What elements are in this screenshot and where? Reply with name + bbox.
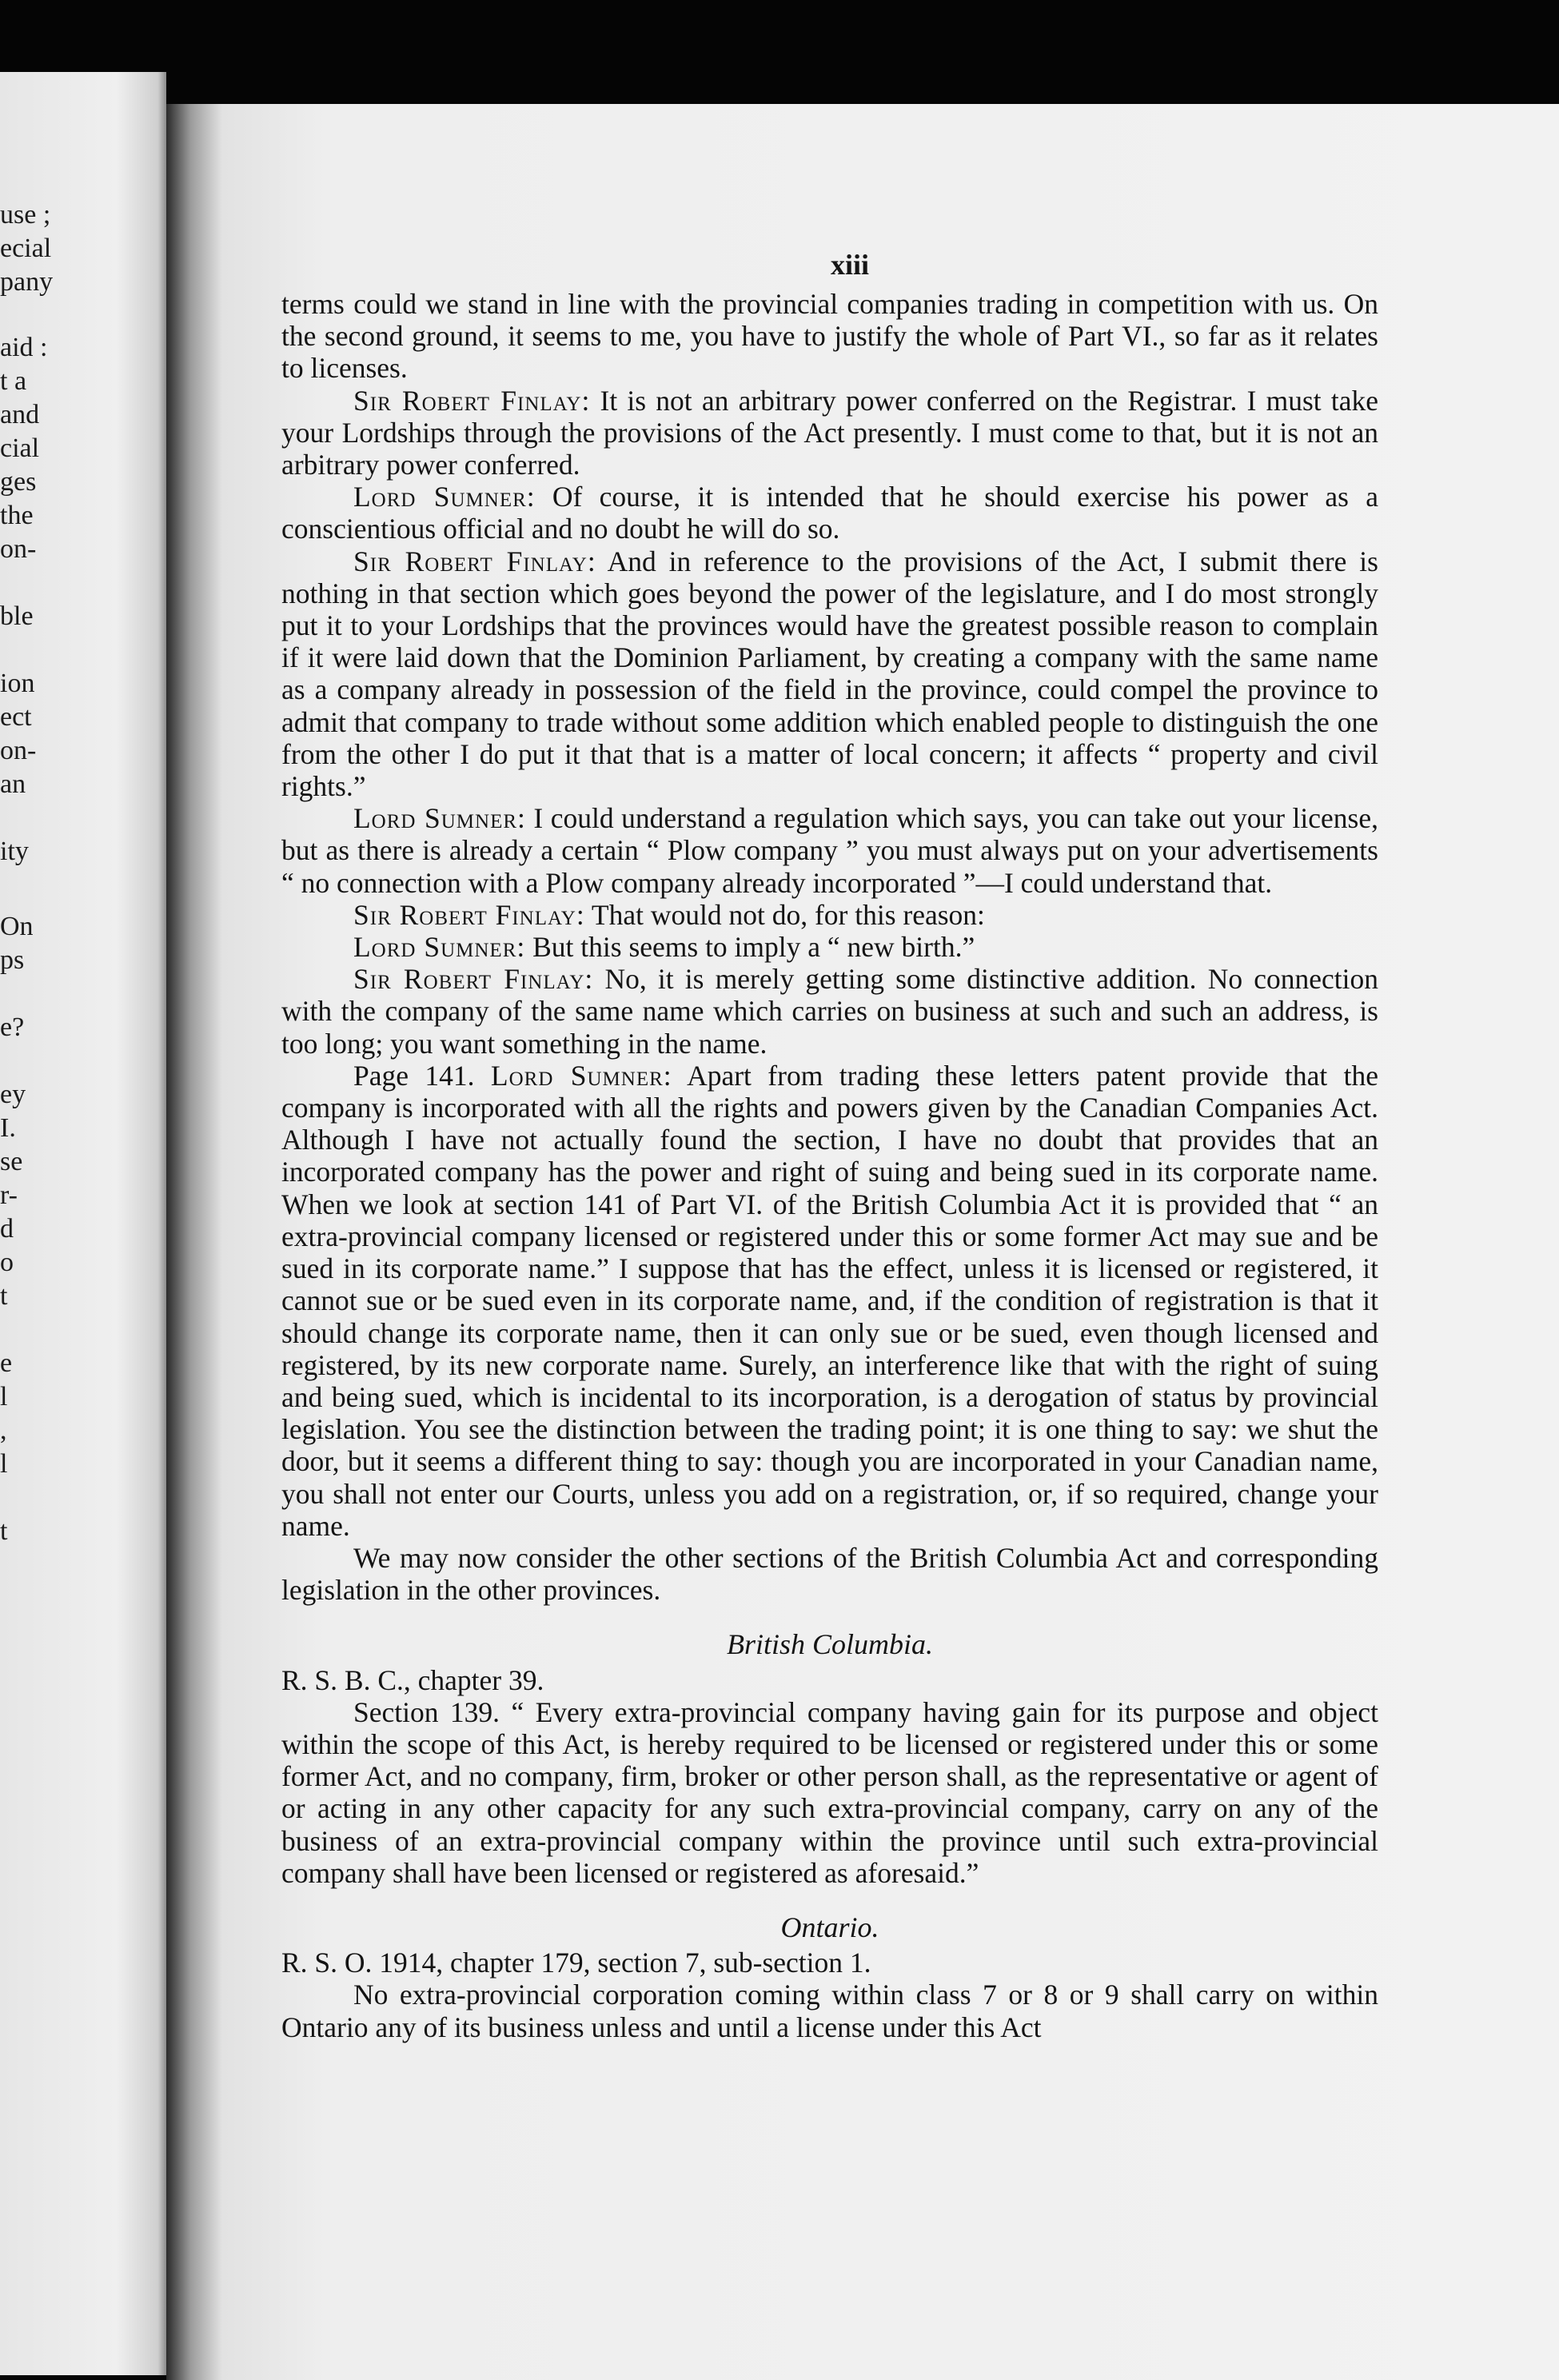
left-page-fragment: ble [0, 601, 34, 631]
left-page-fragment: ity [0, 837, 29, 866]
left-page-fragment: ion [0, 669, 35, 698]
left-page-fragment: the [0, 501, 34, 530]
paragraph [281, 1696, 1378, 1889]
paragraph-text: Section 139. “ Every extra-provincial company having gain for its purpose and object within the scope of this Act, is hereby required to be licensed or registered under this or some former Act, and no company, firm, broker or other person shall, as the representative or agent of or acting in any other capacity for any such extra-provincial company, carry on any of the business of an extra-provincial company within the province until such extra-provincial company shall have been licensed or registered as aforesaid.” [281, 1695, 1378, 1889]
left-page-fragment: ps [0, 945, 25, 975]
paragraph-text: That would not do, for this reason: [591, 898, 985, 931]
paragraph-text: Of course, it is intended that he should exercise his power as a conscientious official and no doubt he will do so. [281, 481, 1379, 545]
paragraph [281, 1664, 1378, 1696]
left-page-fragment: I. [0, 1113, 16, 1143]
paragraph [281, 802, 1378, 899]
paragraph [281, 963, 1378, 1060]
left-page-fragment: ect [0, 702, 32, 732]
paragraph-text: But this seems to imply a “ new birth.” [532, 931, 975, 964]
paragraph [281, 1947, 1378, 1979]
left-page-fragment: use ; [0, 200, 51, 230]
speaker-name: Lord Sumner: [353, 802, 526, 835]
paragraph-text: R. S. B. C., chapter 39. [281, 1663, 544, 1696]
paragraph-text: Apart from trading these letters patent provide that the company is incorporated with all the rights and powers given by the Canadian Companies Act. Although I have not actually found the section, I have no doubt that provides that an incorporated company has the power and right of suing and being sued in its corporate name. When we look at section 141 of Part VI. of the British Columbia Act it is provided that “ an extra-provincial company licensed or registered under this or some former Act may sue and be sued in its corporate name.” I suppose that has the effect, unless it is licensed or registered, it cannot sue or be sued even in its corporate name, and, if the condition of registration is that it should change its corporate name, then it can only sue or be sued, even though licensed and registered, by its new corporate name. Surely, an interference like that with the right of suing and being sued, which is incidental to its incorporation, is a derogation of status by provincial legislation. You see the distinction between the trading point; it is one thing to say: we shut the door, but it seems a different thing to say: though you are incorporated in your Canadian name, you shall not enter our Courts, unless you add on a registration, or, if so required, change your name. [281, 1059, 1379, 1542]
left-page-fragment: e [0, 1348, 13, 1378]
paragraph [281, 931, 1378, 963]
left-page-edge [0, 72, 166, 2375]
speaker-name: Sir Robert Finlay: [353, 963, 594, 996]
left-page-fragment: , [0, 1416, 7, 1445]
paragraph [281, 1979, 1378, 2043]
left-page-fragment: r- [0, 1180, 18, 1210]
left-page-fragment: and [0, 400, 40, 429]
section-heading: British Columbia. [726, 1628, 934, 1661]
left-page-fragment: se [0, 1147, 23, 1176]
paragraph-text: No extra-provincial corporation coming within class 7 or 8 or 9 shall carry on within Ontario any of its business unless and until a license under this Act [281, 1979, 1378, 2043]
section-heading: Ontario. [780, 1911, 879, 1943]
left-page-fragment: l [0, 1382, 8, 1412]
paragraph-text: terms could we stand in line with the provincial companies trading in competition with us. On the second ground, it seems to me, you have to justify the whole of Part VI., so far as it relates to licenses. [281, 288, 1378, 385]
left-page-fragment: aid : [0, 333, 48, 362]
speaker-name: Lord Sumner: [353, 481, 536, 513]
left-page-fragment: ecial [0, 234, 52, 263]
speaker-name: Lord Sumner: [490, 1059, 672, 1092]
paragraph [281, 1060, 1378, 1542]
page-reference: Page 141. [353, 1059, 475, 1092]
left-page-fragment: on- [0, 736, 37, 765]
paragraph [281, 385, 1378, 481]
page-number: xiii [830, 249, 869, 281]
left-page-fragment: On [0, 912, 34, 941]
left-page-fragment: d [0, 1214, 14, 1244]
paragraph [281, 1542, 1378, 1606]
left-page-fragment: t a [0, 366, 27, 396]
left-page-fragment: t [0, 1281, 8, 1311]
left-page-fragment: t [0, 1516, 8, 1546]
paragraph-text: R. S. O. 1914, chapter 179, section 7, sub-section 1. [281, 1947, 871, 1979]
paragraph [281, 481, 1378, 545]
left-page-fragment: an [0, 769, 26, 799]
page-text [281, 288, 1378, 2043]
left-page-fragment: l [0, 1449, 8, 1479]
paragraph-text: And in reference to the provisions of the Act, I submit there is nothing in that section which goes beyond the power of the legislature, and I do most strongly put it to your Lordships that the provinces would have the greatest possible reason to complain if it were laid down that the Dominion Parliament, by creating a company with the same name as a company already in possession of the field in the province, could compel the province to admit that company to trade without some addition which enabled people to distinguish the one from the other I do put it that that is a matter of local concern; it affects “ property and civil rights.” [281, 545, 1378, 803]
speaker-name: Sir Robert Finlay: [353, 545, 596, 577]
speaker-name: Sir Robert Finlay: [353, 384, 591, 417]
paragraph-text: No, it is merely getting some distinctive addition. No connection with the company of the same name which carries on business at such and such an address, is too long; you want something in the name. [281, 963, 1378, 1060]
left-page-fragment: o [0, 1248, 14, 1277]
left-page-fragment: on- [0, 534, 37, 564]
paragraph-text: I could understand a regulation which says, you can take out your license, but as there is already a certain “ Plow company ” you must always put on your advertisements “ no connection with a Plow company already incorporated ”—I could understand that. [281, 802, 1378, 899]
paragraph [281, 899, 1378, 931]
paragraph-text: It is not an arbitrary power conferred on the Registrar. I must take your Lordships through the provisions of the Act presently. I must come to that, but it is not an arbitrary power conferred. [281, 384, 1378, 481]
paragraph [281, 288, 1378, 385]
paragraph [281, 545, 1378, 803]
paragraph-text: We may now consider the other sections of the British Columbia Act and corresponding legislation in the other provinces. [281, 1541, 1378, 1607]
left-page-fragment: pany [0, 267, 54, 297]
speaker-name: Sir Robert Finlay: [353, 898, 585, 931]
left-page-fragment: e? [0, 1012, 25, 1042]
speaker-name: Lord Sumner: [353, 931, 526, 964]
left-page-fragment: ey [0, 1080, 26, 1109]
left-page-fragment: cial [0, 433, 40, 463]
left-page-fragment: ges [0, 467, 37, 497]
